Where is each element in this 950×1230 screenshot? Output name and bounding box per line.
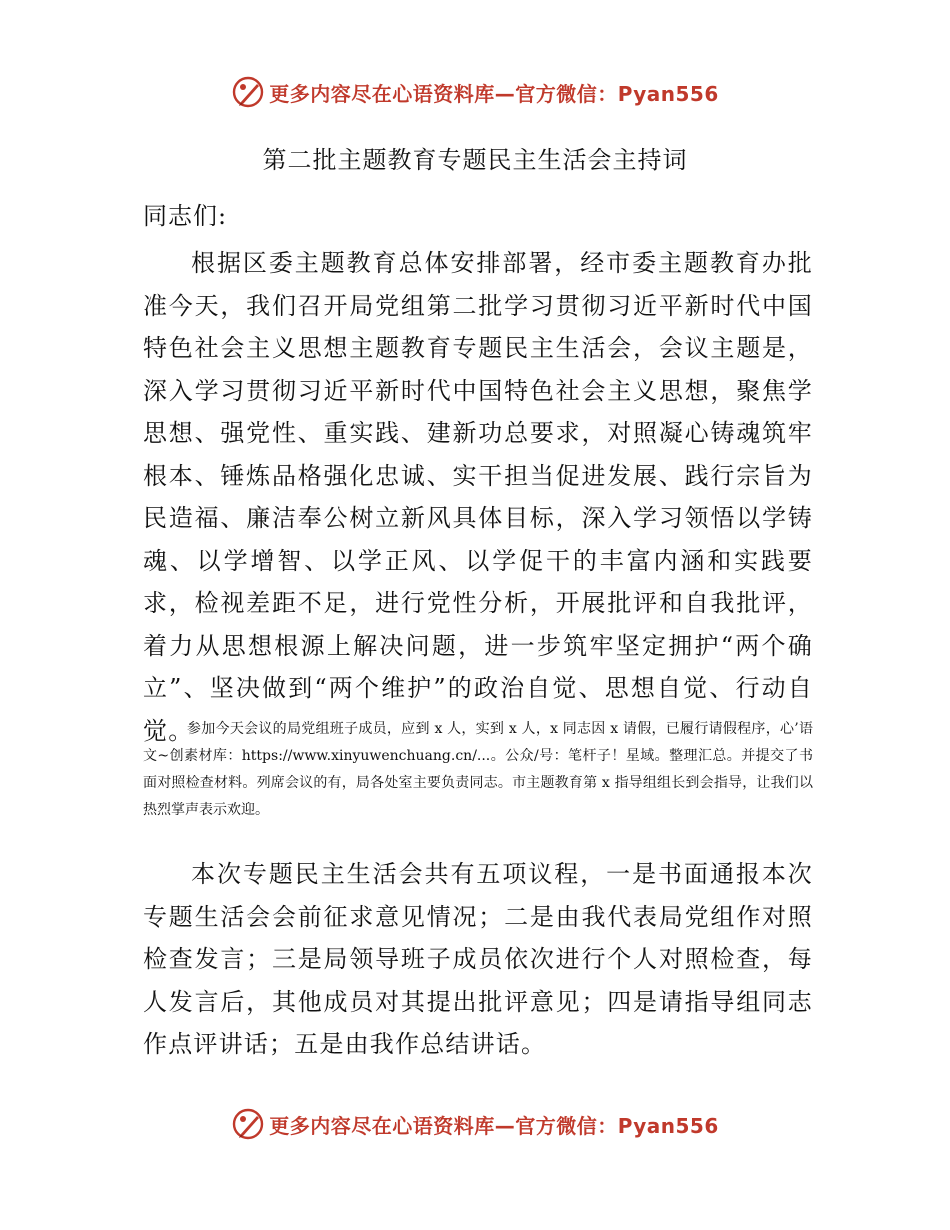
header-banner-text: 更多内容尽在心语资料库—官方微信：Pyan556: [269, 81, 719, 106]
salutation: 同志们:: [143, 202, 228, 230]
pen-logo-icon: [231, 75, 265, 109]
header-banner[interactable]: [231, 75, 719, 109]
paragraph-agenda: 本次专题民主生活会共有五项议程，一是书面通报本次专题生活会会前征求意见情况；二是由我代表局党组作对照检查发言；三是局领导班子成员依次进行个人对照检查，每人发言后，其他成员对其提出批评意见；四是请指导组同志作点评讲话；五是由我作总结讲话。: [143, 860, 813, 1058]
paragraph-meeting-theme: 根据区委主题教育总体安排部署，经市委主题教育办批准今天，我们召开局党组第二批学习贯彻习近平新时代中国特色社会主义思想主题教育专题民主生活会，会议主题是，深入学习贯彻习近平新时代中国特色社会主义思想，聚焦学思想、强党性、重实践、建新功总要求，对照凝心铸魂筑牢根本、锤炼品格强化忠诚、实干担当促进发展、践行宗旨为民造福、廉洁奉公树立新风具体目标，深入学习领悟以学铸魂、以学增智、以学正风、以学促干的丰富内涵和实践要求，检视差距不足，进行党性分析，开展批评和自我批评，着力从思想根源上解决问题，进一步筑牢坚定拥护“两个确立”、坚决做到“两个维护”的政治自觉、思想自觉、行动自觉。: [143, 249, 813, 745]
pen-logo-icon: [231, 1107, 265, 1141]
footer-banner[interactable]: [231, 1107, 719, 1141]
page-header: [0, 72, 950, 112]
footer-banner-text: 更多内容尽在心语资料库—官方微信：Pyan556: [269, 1113, 719, 1138]
document-title: 第二批主题教育专题民主生活会主持词: [262, 146, 688, 174]
paragraph-attendance: 参加今天会议的局党组班子成员，应到 x 人，实到 x 人，x 同志因 x 请假，已履行请假程序，心’语文~创素材库：https://www.xinyuwenchuang.cn/...。公众/号：笔杆子！星域。整理汇总。并提交了书面对照检查材料。列席会议的有，局各处室主要负责同志。市主题教育第 x 指导组组长到会指导，让我们以热烈掌声表示欢迎。: [143, 721, 813, 818]
page-footer: [0, 1104, 950, 1144]
